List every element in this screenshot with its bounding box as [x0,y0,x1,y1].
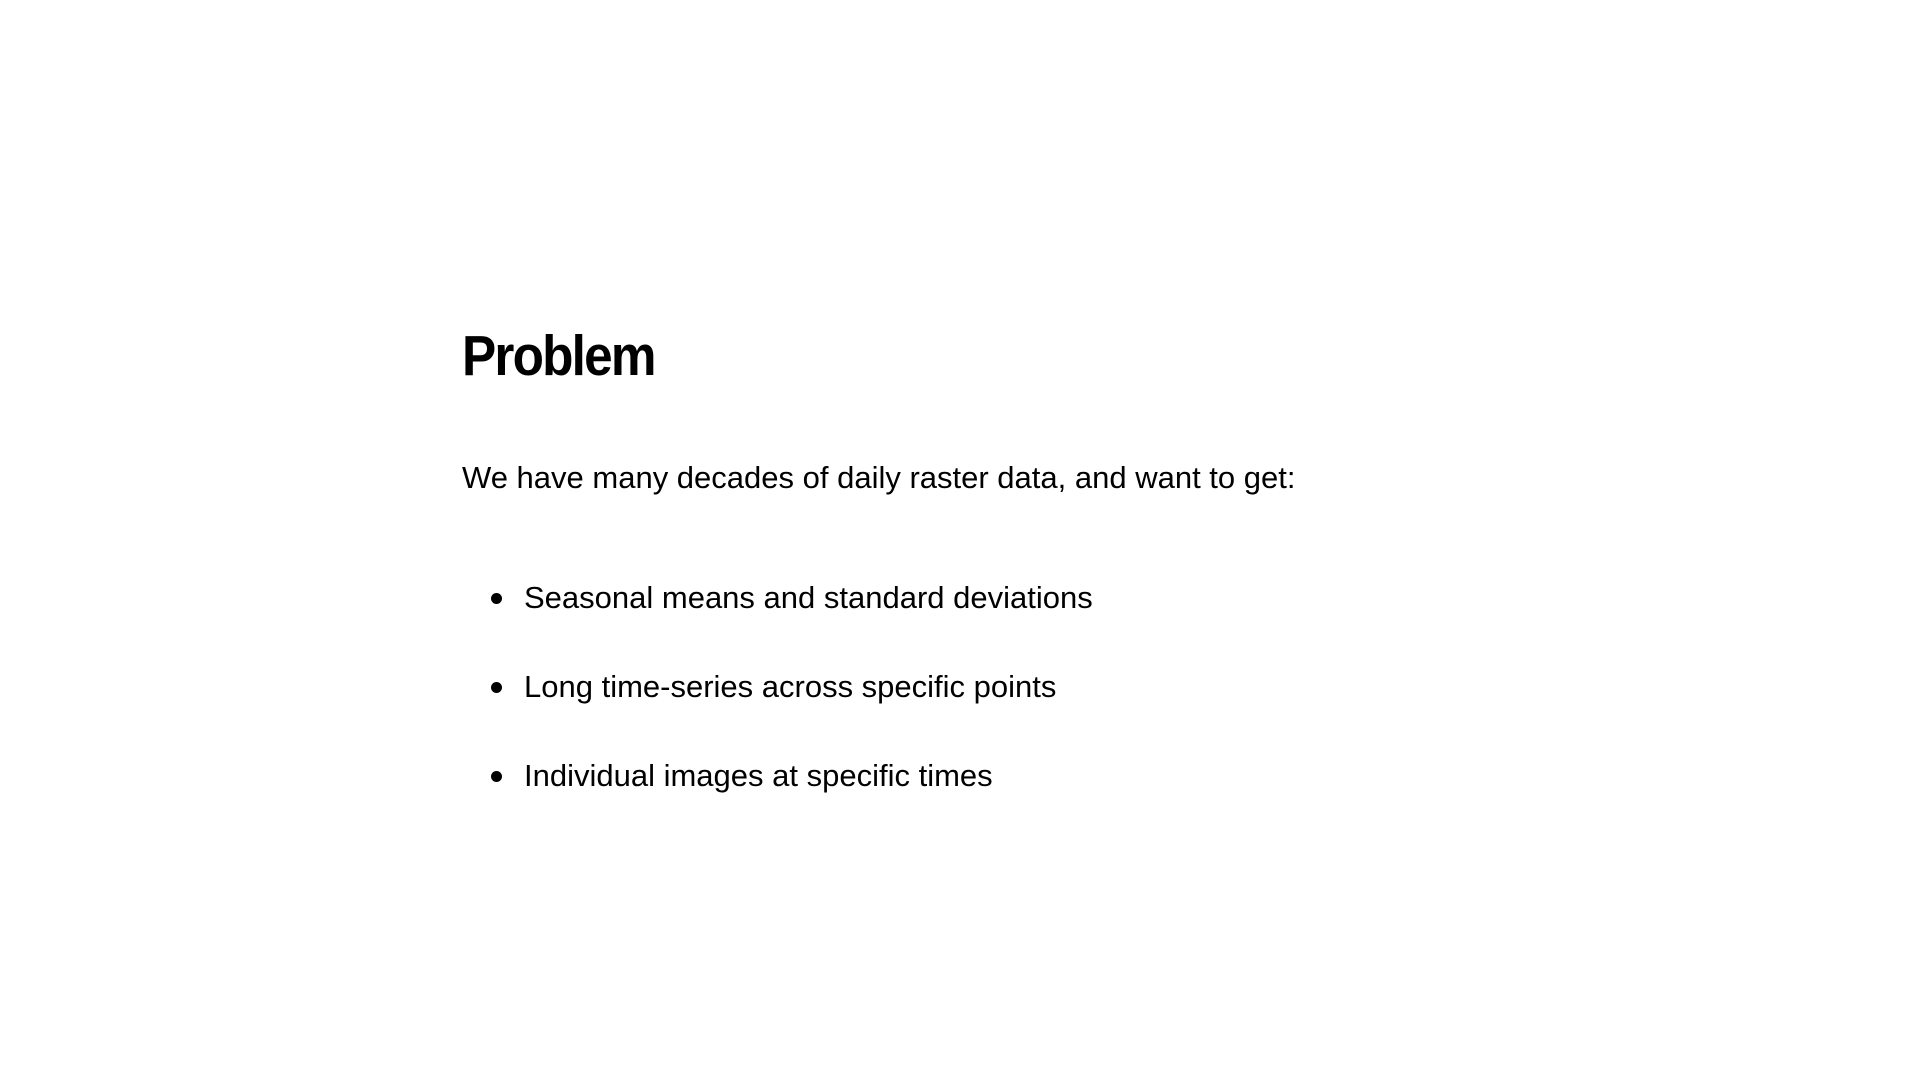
slide-content [462,318,1562,793]
list-item-text: Long time-series across specific points [524,669,1057,704]
bullet-dot-icon [491,593,502,604]
bullet-dot-icon [491,771,502,782]
slide-title: Problem [462,324,655,388]
intro-text: We have many decades of daily raster data, and want to get: [462,460,1296,495]
list-item-text: Seasonal means and standard deviations [524,580,1093,615]
bullet-dot-icon [491,682,502,693]
list-item-text: Individual images at specific times [524,758,993,793]
